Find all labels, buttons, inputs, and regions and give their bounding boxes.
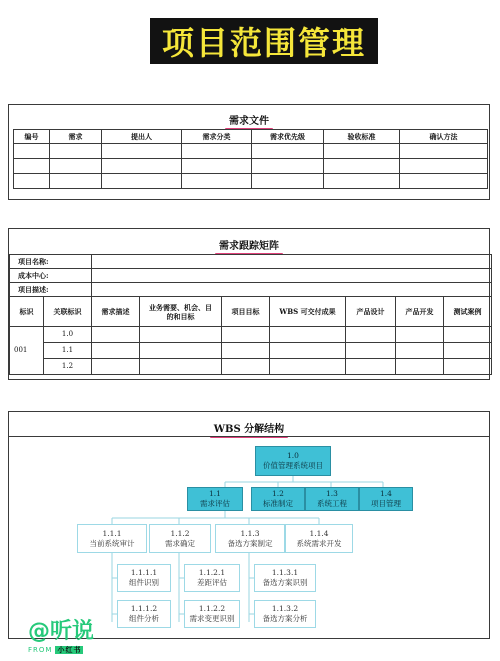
table-row [10,359,492,375]
wbs-sheet [8,411,490,639]
wbs-node-l2: 1.1 需求评估 [187,487,243,511]
sub-id: 1.2 [44,359,92,375]
col-header: 提出人 [102,130,182,144]
watermark-app: 小红书 [57,646,82,654]
wbs-node-l3: 1.1.1 当前系统审计 [77,524,147,553]
watermark-from: FROM [28,646,53,654]
watermark-brand: @听说 [28,619,95,644]
col-header: 测试案例 [444,297,492,327]
traceability-matrix-table [9,254,492,375]
col-header: 需求 [50,130,102,144]
page-banner [150,18,378,64]
wbs-title: WBS 分解结构 [213,424,285,435]
wbs-node-l4: 1.1.1.2 组件分析 [117,600,171,628]
row-id: 001 [10,327,44,375]
wbs-node-l4: 1.1.3.2 备选方案分析 [254,600,316,628]
project-name-field [92,255,492,269]
sub-id: 1.1 [44,343,92,359]
wbs-node-root: 1.0 价值管理系统项目 [255,446,331,476]
wbs-node-l2: 1.4 项目管理 [359,487,413,511]
col-header: 编号 [14,130,50,144]
col-header: 需求描述 [92,297,140,327]
table-row [14,144,488,159]
wbs-node-l4: 1.1.2.1 差距评估 [184,564,240,592]
sub-id: 1.0 [44,327,92,343]
cost-center-label: 成本中心: [10,269,92,283]
col-header: WBS 可交付成果 [270,297,346,327]
col-header: 确认方法 [400,130,488,144]
banner-title: 项目范围管理 [161,24,366,62]
table-row [14,159,488,174]
requirement-document-table [13,129,488,189]
traceability-matrix-sheet [8,228,490,380]
project-desc-field [92,283,492,297]
cost-center-field [92,269,492,283]
table-row [10,343,492,359]
col-header: 产品设计 [346,297,396,327]
wbs-node-l2: 1.3 系统工程 [305,487,359,511]
wbs-node-l3: 1.1.3 备选方案制定 [215,524,285,553]
requirement-document-title: 需求文件 [229,116,269,127]
col-header: 关联标识 [44,297,92,327]
project-desc-label: 项目描述: [10,283,92,297]
wbs-node-l2: 1.2 标准制定 [251,487,305,511]
wbs-node-l4: 1.1.2.2 需求变更识别 [184,600,240,628]
requirement-document-sheet [8,104,490,200]
wbs-node-l3: 1.1.2 需求确定 [149,524,211,553]
wbs-node-l4: 1.1.1.1 组件识别 [117,564,171,592]
table-row [10,327,492,343]
col-header: 标识 [10,297,44,327]
col-header: 验收标准 [324,130,400,144]
watermark-source [28,645,83,655]
col-header: 产品开发 [396,297,444,327]
col-header: 需求优先级 [252,130,324,144]
project-name-label: 项目名称: [10,255,92,269]
col-header: 项目目标 [222,297,270,327]
wbs-node-l3: 1.1.4 系统需求开发 [285,524,353,553]
traceability-matrix-title: 需求跟踪矩阵 [219,241,279,252]
col-header: 业务需要、机会、目的和目标 [140,297,222,327]
table-row [14,174,488,189]
col-header: 需求分类 [182,130,252,144]
wbs-node-l4: 1.1.3.1 备选方案识别 [254,564,316,592]
